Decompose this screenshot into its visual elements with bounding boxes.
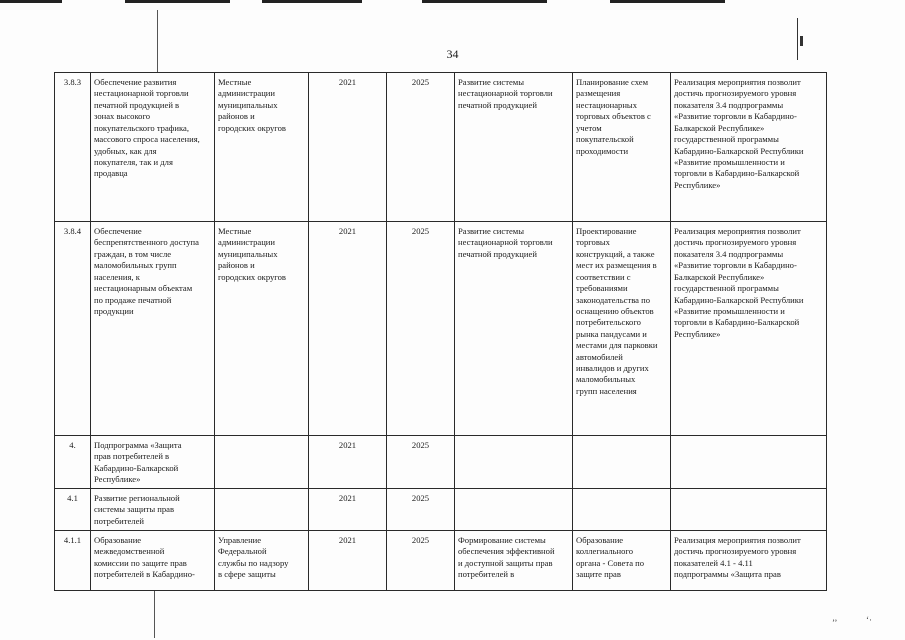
expected-result: Реализация мероприятия позволит достичь прогнозируемого уровня показателей 4.1 - 4.11 подпрограммы «Защита прав [671,530,827,590]
row-number: 4.1.1 [55,530,91,590]
direction: Развитие системы нестационарной торговли печатной продукцией [455,222,573,436]
start-year: 2021 [309,436,387,489]
direction [455,488,573,530]
executor [215,436,309,489]
start-year: 2021 [309,530,387,590]
scan-top-rule [422,0,547,3]
measure-name: Образование межведомственной комиссии по защите прав потребителей в Кабардино- [91,530,215,590]
direction: Развитие системы нестационарной торговли печатной продукцией [455,73,573,222]
table-row [55,222,827,436]
direction: Формирование системы обеспечения эффективной и доступной защиты прав потребителей в [455,530,573,590]
start-year: 2021 [309,488,387,530]
scan-margin-mark [800,36,803,46]
executor: Местные администрации муниципальных районов и городских округов [215,222,309,436]
end-year: 2025 [387,436,455,489]
main-measures: Образование коллегиального органа - Совета по защите прав [573,530,671,590]
scan-top-rule [262,0,362,3]
row-number: 4.1 [55,488,91,530]
expected-result [671,488,827,530]
page-number: 34 [446,47,459,61]
scan-fold-line [157,10,158,72]
end-year: 2025 [387,530,455,590]
measure-name: Обеспечение развития нестационарной торговли печатной продукцией в зонах высокого покупательского трафика, массового спроса населения, удобных, как для покупателя, так и для продавца [91,73,215,222]
main-measures: Проектирование торговых конструкций, а также мест их размещения в соответствии с требованиями законодательства по оснащению объектов потребительского рынка пандусами и местами для парковки автомобилей инвалидов и других маломобильных групп населения [573,222,671,436]
expected-result [671,436,827,489]
main-measures [573,488,671,530]
measure-name: Обеспечение беспрепятственного доступа граждан, в том числе маломобильных групп населения, к нестационарным объектам по продаже печатной продукции [91,222,215,436]
end-year: 2025 [387,488,455,530]
scan-fold-line [154,590,155,638]
end-year: 2025 [387,73,455,222]
start-year: 2021 [309,222,387,436]
executor: Управление Федеральной службы по надзору в сфере защиты [215,530,309,590]
scan-top-rule [0,0,62,3]
scan-top-rule [125,0,230,3]
main-measures [573,436,671,489]
executor: Местные администрации муниципальных районов и городских округов [215,73,309,222]
expected-result: Реализация мероприятия позволит достичь прогнозируемого уровня показателя 3.4 подпрограммы «Развитие торговли в Кабардино- Балкарской Республике» государственной программы Кабардино-Балкарской Республики «Развитие промышленности и торговли в Кабардино-Балкарской Республике» [671,73,827,222]
start-year: 2021 [309,73,387,222]
table-row [55,488,827,530]
corner-mark: ‘· [866,615,872,625]
scan-top-rule [610,0,725,3]
table-row [55,530,827,590]
row-number: 4. [55,436,91,489]
measure-name: Развитие региональной системы защиты прав потребителей [91,488,215,530]
program-measures-table [54,72,827,591]
direction [455,436,573,489]
table-row [55,73,827,222]
corner-mark: ’’ [832,618,838,628]
executor [215,488,309,530]
row-number: 3.8.4 [55,222,91,436]
expected-result: Реализация мероприятия позволит достичь прогнозируемого уровня показателя 3.4 подпрограммы «Развитие торговли в Кабардино- Балкарской Республике» государственной программы Кабардино-Балкарской Республики «Развитие промышленности и торговли в Кабардино-Балкарской Республике» [671,222,827,436]
end-year: 2025 [387,222,455,436]
main-measures: Планирование схем размещения нестационарных торговых объектов с учетом покупательской проходимости [573,73,671,222]
table-row [55,436,827,489]
row-number: 3.8.3 [55,73,91,222]
measure-name: Подпрограмма «Защита прав потребителей в Кабардино-Балкарской Республике» [91,436,215,489]
